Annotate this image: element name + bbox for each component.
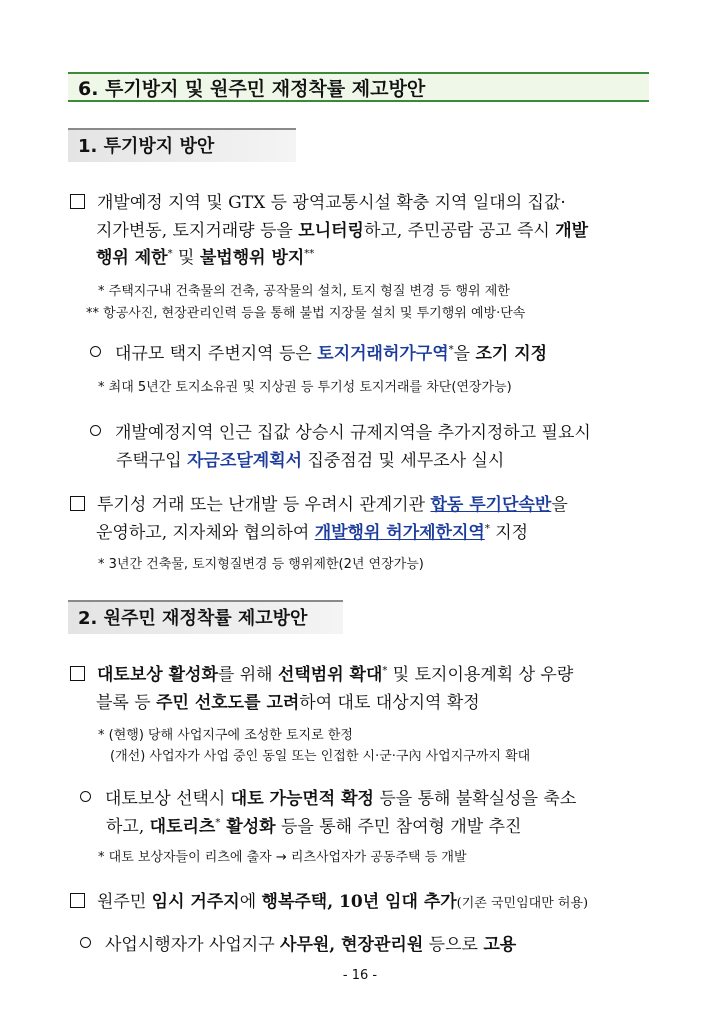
footnote-3: * 최대 5년간 토지소유권 및 지상권 등 투기성 토지거래를 차단(연장가능) xyxy=(98,380,512,395)
bullet-1: 대규모 택지 주변지역 등은 토지거래허가구역*을 조기 지정 xyxy=(90,339,547,364)
footnote-5: * (현행) 당해 사업지구에 조성한 토지로 한정 xyxy=(98,728,353,743)
paragraph-4: 원주민 임시 거주지에 행복주택, 10년 임대 추가(기존 국민임대만 허용) xyxy=(70,887,588,912)
paragraph-3-line-1: 대토보상 활성화를 위해 선택범위 확대* 및 토지이용계획 상 우량 xyxy=(70,660,573,685)
section-title: 6. 투기방지 및 원주민 재정착률 제고방안 xyxy=(68,72,649,102)
paragraph-2-line-1: 투기성 거래 또는 난개발 등 우려시 관계기관 합동 투기단속반을 xyxy=(70,490,568,515)
footnote-1: * 주택지구내 건축물의 건축, 공작물의 설치, 토지 형질 변경 등 행위 제한 xyxy=(98,284,510,299)
footnote-2: ** 항공사진, 현장관리인력 등을 통해 불법 지장물 설치 및 투기행위 예방·단속 xyxy=(86,306,526,321)
subsection-title-2: 2. 원주민 재정착률 제고방안 xyxy=(68,600,343,634)
subsection-title-1: 1. 투기방지 방안 xyxy=(68,128,296,162)
paragraph-1-line-1: 개발예정 지역 및 GTX 등 광역교통시설 확충 지역 일대의 집값· xyxy=(70,188,566,213)
circle-bullet-icon xyxy=(80,937,91,948)
paragraph-2-line-2: 운영하고, 지자체와 협의하여 개발행위 허가제한지역* 지정 xyxy=(96,523,529,543)
page-number: - 16 - xyxy=(342,968,378,983)
checkbox-bullet-icon xyxy=(70,893,85,908)
bullet-2-line-2: 주택구입 자금조달계획서 집중점검 및 세무조사 실시 xyxy=(116,451,505,471)
checkbox-bullet-icon xyxy=(70,666,85,681)
paragraph-1-line-3: 행위 제한* 및 불법행위 방지** xyxy=(96,248,315,268)
circle-bullet-icon xyxy=(90,346,101,357)
footnote-6: (개선) 사업자가 사업 중인 동일 또는 인접한 시·군·구內 사업지구까지 확대 xyxy=(110,749,531,764)
bullet-4: 사업시행자가 사업지구 사무원, 현장관리원 등으로 고용 xyxy=(80,930,516,955)
footnote-7: * 대토 보상자들이 리츠에 출자 → 리츠사업자가 공동주택 등 개발 xyxy=(98,850,467,865)
bullet-3-line-1: 대토보상 선택시 대토 가능면적 확정 등을 통해 불확실성을 축소 xyxy=(80,784,576,809)
paragraph-3-line-2: 블록 등 주민 선호도를 고려하여 대토 대상지역 확정 xyxy=(96,693,480,713)
circle-bullet-icon xyxy=(90,425,101,436)
bullet-2-line-1: 개발예정지역 인근 집값 상승시 규제지역을 추가지정하고 필요시 xyxy=(90,418,591,443)
checkbox-bullet-icon xyxy=(70,194,85,209)
bullet-3-line-2: 하고, 대토리츠* 활성화 등을 통해 주민 참여형 개발 추진 xyxy=(106,817,522,837)
checkbox-bullet-icon xyxy=(70,496,85,511)
footnote-4: * 3년간 건축물, 토지형질변경 등 행위제한(2년 연장가능) xyxy=(98,557,424,572)
circle-bullet-icon xyxy=(80,791,91,802)
paragraph-1-line-2: 지가변동, 토지거래량 등을 모니터링하고, 주민공람 공고 즉시 개발 xyxy=(96,221,589,241)
